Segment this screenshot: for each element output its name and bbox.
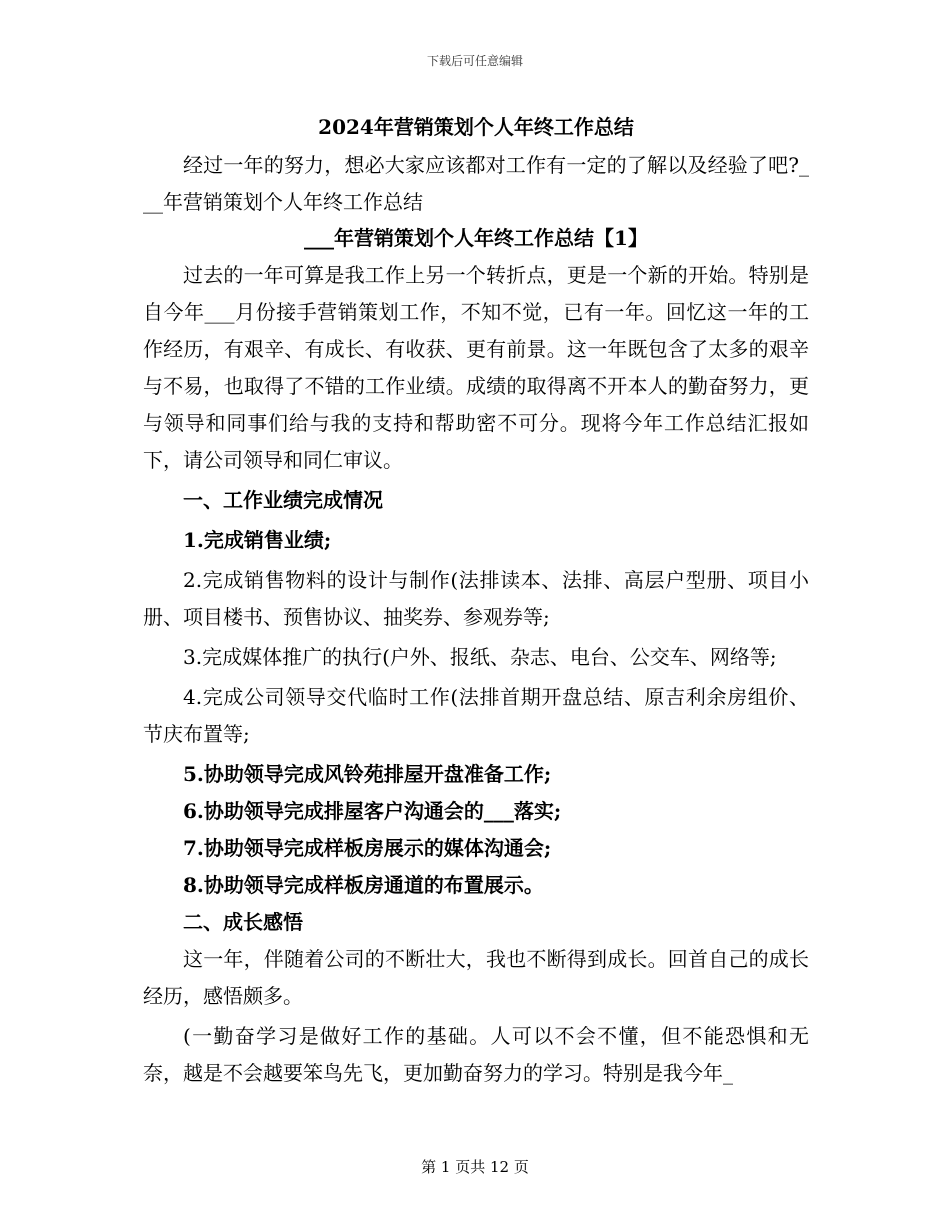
list-item-5: 5.协助领导完成风铃苑排屋开盘准备工作; <box>183 762 552 786</box>
intro-paragraph: 经过一年的努力，想必大家应该都对工作有一定的了解以及经验了吧?___年营销策划个人年终工作总结 <box>143 153 809 214</box>
page-number: 第 1 页共 12 页 <box>421 1158 529 1176</box>
heading-work-performance: 一、工作业绩完成情况 <box>183 488 383 512</box>
list-item-4: 4.完成公司领导交代临时工作(法排首期开盘总结、原吉利余房组价、节庆布置等; <box>143 685 809 746</box>
section-title: ___年营销策划个人年终工作总结【1】 <box>304 226 648 250</box>
paragraph-2: 这一年，伴随着公司的不断壮大，我也不断得到成长。回首自己的成长经历，感悟颇多。 <box>143 947 809 1008</box>
paragraph-1: 过去的一年可算是我工作上另一个转折点，更是一个新的开始。特别是自今年___月份接手营销策划工作，不知不觉，已有一年。回忆这一年的工作经历，有艰辛、有成长、有收获、更有前景。这一年既包含了太多的艰辛与不易，也取得了不错的工作业绩。成绩的取得离不开本人的勤奋努力，更与领导和同事们给与我的支持和帮助密不可分。现将今年工作总结汇报如下，请公司领导和同仁审议。 <box>143 263 809 472</box>
list-item-8: 8.协助领导完成样板房通道的布置展示。 <box>183 873 544 897</box>
document-title: 2024年营销策划个人年终工作总结 <box>318 115 634 139</box>
list-item-2: 2.完成销售物料的设计与制作(法排读本、法排、高层户型册、项目小册、项目楼书、预售协议、抽奖券、参观券等; <box>143 568 809 629</box>
list-item-3: 3.完成媒体推广的执行(户外、报纸、杂志、电台、公交车、网络等; <box>183 645 777 669</box>
header-note: 下载后可任意编辑 <box>426 54 523 68</box>
list-item-1: 1.完成销售业绩; <box>183 528 332 552</box>
list-item-6: 6.协助领导完成排屋客户沟通会的___落实; <box>183 799 562 823</box>
list-item-7: 7.协助领导完成样板房展示的媒体沟通会; <box>183 836 552 860</box>
document-body <box>143 112 809 1092</box>
heading-growth: 二、成长感悟 <box>183 910 303 934</box>
paragraph-3: (一勤奋学习是做好工作的基础。人可以不会不懂，但不能恐惧和无奈，越是不会越要笨鸟先飞，更加勤奋努力的学习。特别是我今年_ <box>143 1024 809 1085</box>
